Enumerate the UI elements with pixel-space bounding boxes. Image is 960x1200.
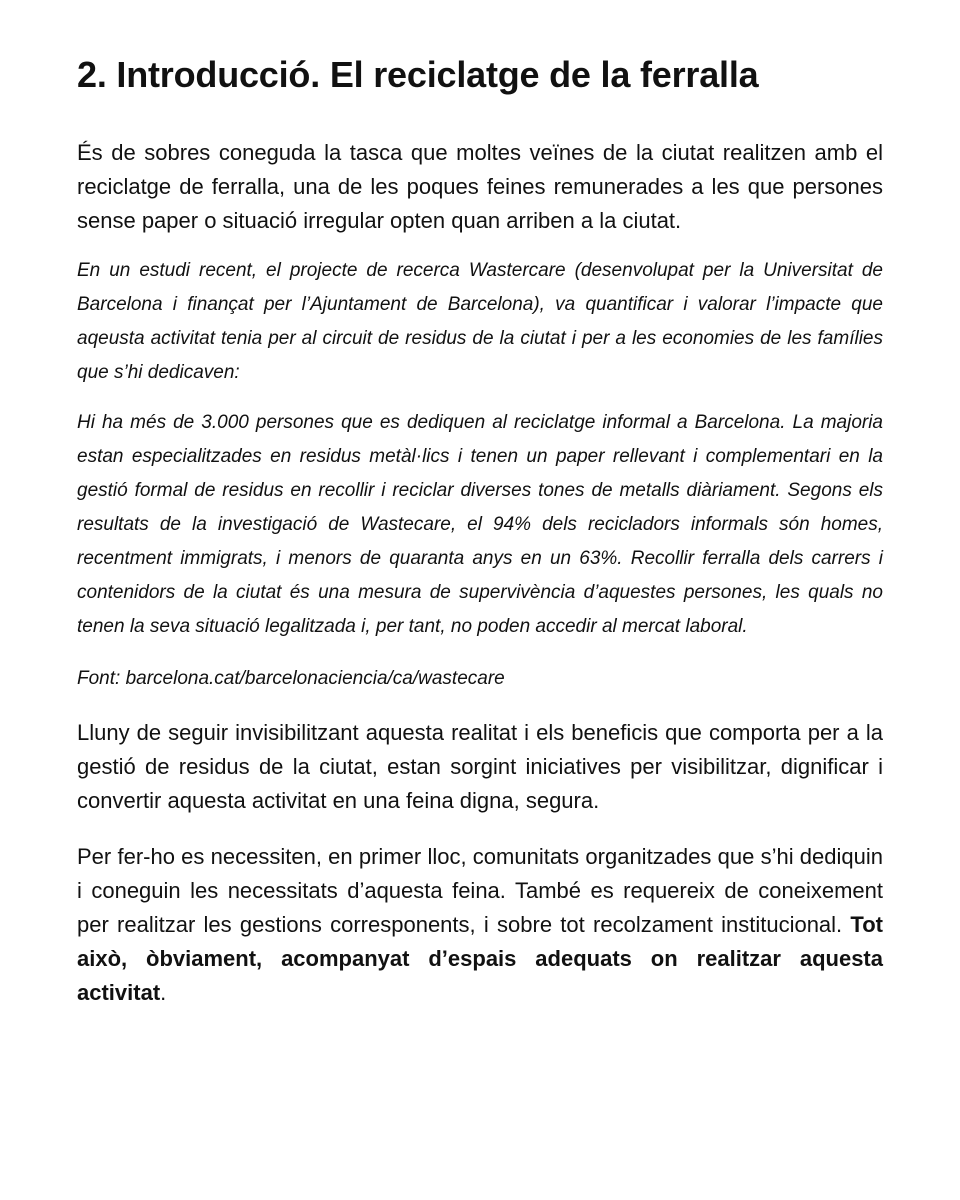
document-page [77,48,883,1010]
study-paragraph: En un estudi recent, el projecte de recerca Wastercare (desenvolupat per la Universitat de Barcelona i finançat per l’Ajuntament de Barcelona), va quantificar i valorar l’impacte que aqeusta activitat tenia per al circuit de residus de la ciutat i per a les economies de les famílies que s’hi dedicaven: [77,260,883,383]
intro-paragraph: És de sobres coneguda la tasca que moltes veïnes de la ciutat realitzen amb el reciclatge de ferralla, una de les poques feines remunerades a les que persones sense paper o situació irregular opten quan arriben a la ciutat. [77,140,883,233]
needs-paragraph-end: . [160,980,167,1005]
invisibility-paragraph: Lluny de seguir invisibilitzant aquesta realitat i els beneficis que comporta per a la gestió de residus de la ciutat, estan sorgint iniciatives per visibilitzar, dignificar i convertir aquesta activitat en una feina digna, segura. [77,720,883,813]
source-citation: Font: barcelona.cat/barcelonaciencia/ca/wastecare [77,668,505,689]
page-title: 2. Introducció. El reciclatge de la ferralla [77,54,759,95]
quote-paragraph: Hi ha més de 3.000 persones que es dediquen al reciclatge informal a Barcelona. La majoria estan especialitzades en residus metàl·lics i tenen un paper rellevant i complementari en la gestió formal de residus en recollir i reciclar diverses tones de metalls diàriament. Segons els resultats de la investigació de Wastecare, el 94% dels recicladors informals són homes, recentment immigrats, i menors de quaranta anys en un 63%. Recollir ferralla dels carrers i contenidors de la ciutat és una mesura de supervivència d’aquestes persones, les quals no tenen la seva situació legalitzada i, per tant, no poden accedir al mercat laboral. [77,412,883,637]
needs-paragraph [77,840,883,1010]
needs-paragraph-emphasis: Tot això, òbviament, acompanyat d’espais adequats on realitzar aquesta activitat [77,912,883,1005]
needs-paragraph-text: Per fer-ho es necessiten, en primer lloc, comunitats organitzades que s’hi dediquin i coneguin les necessitats d’aquesta feina. També es requereix de coneixement per realitzar les gestions corresponents, i sobre tot recolzament institucional. [77,844,883,937]
